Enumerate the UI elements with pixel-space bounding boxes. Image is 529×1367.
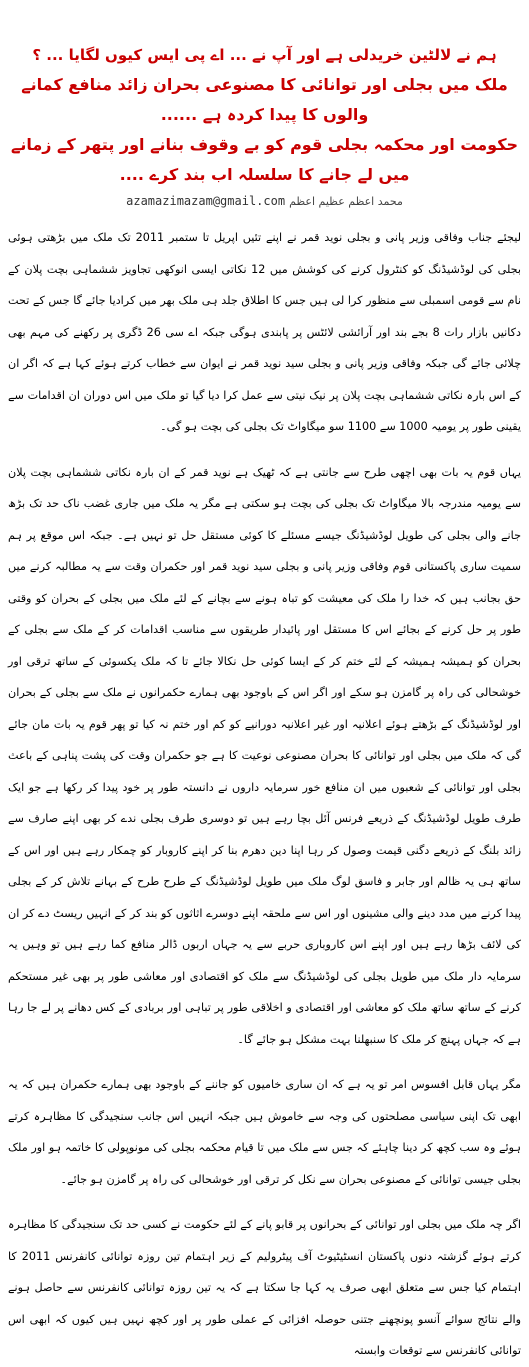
author-email[interactable]: azamazimazam@gmail.com bbox=[126, 194, 286, 208]
headline-question: ہم نے لالٹین خریدلی ہے اور آپ نے ... اے پی ایس کیوں لگایا ... ؟ bbox=[32, 46, 497, 64]
author-name: محمد اعظم عظیم اعظم bbox=[289, 194, 403, 208]
article-paragraph-2: یہاں قوم یہ بات بھی اچھی طرح سے جانتی ہے کہ ٹھیک ہے نوید قمر کے ان بارہ نکاتی ششماہی بچت پلان سے یومیہ مندرجہ بالا میگاواٹ تک بجلی کی بچت ہو سکتی ہے مگر یہ ملک میں جاری غضب ناک حد تک بڑھ جانے والی بجلی کی طویل لوڈشیڈنگ جیسے مسئلے کا کوئی مستقل حل تو نہیں ہے۔ جبکہ اس موقع پر ہم سمیت ساری پاکستانی قوم وفاقی وزیر پانی و بجلی سید نوید قمر اور حکمران وقت سے یہ مطالبہ کرنے میں حق بجانب ہیں کہ خدا را ملک کی معیشت کو تباہ ہونے سے بچانے کے لئے ملک میں بجلی کے بحران کو وقتی طور پر حل کرنے کے بجائے اس کا مستقل اور پائیدار طریقوں سے مناسب اقدامات کر کے ملک سے بجلی کے بحران کو ہمیشہ ہمیشہ کے لئے ختم کر کے ایسا کوئی حل نکالا جائے تا کہ ملک یکسوئی کے ساتھ ترقی اور خوشحالی کی راہ پر گامزن ہو سکے اور اگر اس کے باوجود بھی ہمارے حکمرانوں نے ملک سے بجلی کے بحران اور لوڈشیڈنگ کے بڑھتے ہوئے اعلانیہ اور غیر اعلانیہ دورانیے کو کم اور ختم نہ کیا تو پھر قوم یہ بات مان جائے گی کہ ملک میں بجلی اور توانائی کا بحران مصنوعی نوعیت کا ہے جو حکمران وقت کی پشت پناہی کے باعث بجلی اور توانائی کے شعبوں میں ان منافع خور سرمایہ داروں نے دانستہ طور پر خود پیدا کر رکھا ہے جو ایک طرف طویل لوڈشیڈنگ کے ذریعے فرنس آئل بچا رہے ہیں تو دوسری طرف بجلی ندے کر بھی اپنے صارف سے زائد بلنگ کے ذریعے دگنی قیمت وصول کر رہا اپنا دین دھرم بنا کر اپنے کاروبار کو چمکار رہے ہیں اور اس کے ساتھ ہی یہ ظالم اور جابر و فاسق لوگ ملک میں طویل لوڈشیڈنگ کے طرح طرح کے بہانے تلاش کر کے بجلی پیدا کرنے میں مدد دینے والی مشینوں اور اس سے ملحقہ اپنے دوسرے اثاثوں کو بند کر کے انہیں ریسٹ دے کر ان کی لائف بڑھا رہے ہیں اور اپنے اس کاروباری حربے سے یہ جہاں اربوں ڈالر منافع کما رہے ہیں تو وہیں یہ سرمایہ دار ملک میں طویل بجلی کی لوڈشیڈنگ سے ملک کو اقتصادی اور معاشی طور پر بھی غیر مستحکم کرنے کے ساتھ ساتھ ملک کو معاشی اور اقتصادی و اخلاقی طور پر تباہی اور بربادی کے کس دھانے پر لے جا رہا ہے کہ جہاں پہنچ کر ملک کا سنبھلنا بہت مشکل ہو جائے گا۔ bbox=[8, 465, 521, 1046]
article-paragraph-4: اگر چہ ملک میں بجلی اور توانائی کے بحرانوں پر قابو پانے کے لئے حکومت نے کسی حد تک سنجیدگی کا مظاہرہ کرتے ہوئے گزشتہ دنوں پاکستان انسٹیٹیوٹ آف پیٹرولیم کے زیر اہتمام تین روزہ توانائی کانفرنس 2011 کا اہتمام کیا جس سے متعلق ابھی صرف یہ کہا جا سکتا ہے کہ یہ تین روزہ توانائی کانفرنس سے حاصل ہونے والے نتائج سوائے آنسو پونچھنے جتنی حوصلہ افزائی کے عملی طور پر اور کچھ نہیں ہیں کیوں کہ ابھی اس توانائی کانفرنس سے توقعات وابستہ bbox=[8, 1218, 521, 1357]
article-paragraph-1: لیجئے جناب وفاقی وزیر پانی و بجلی نوید قمر نے اپنے تئیں اپریل تا ستمبر 2011 تک ملک میں بڑھتی ہوئی بجلی کی لوڈشیڈنگ کو کنٹرول کرنے کی کوشش میں 12 نکاتی ایسی انوکھی تجاویز ششماہی بچت پلان کے نام سے قومی اسمبلی سے منظور کرا لی ہیں جس کا اطلاق جلد ہی ملک بھر میں کرادیا جائے گا جس کے تحت دکانیں بازار رات 8 بجے بند اور آرائشی لائٹس پر پابندی ہوگی جبکہ اے سی 26 ڈگری پر رکھنے کی مہم بھی چلائی جائے گی جبکہ وفاقی وزیر پانی و بجلی سید نوید قمر نے ایوان سے خطاب کرتے ہوئے کہا ہے کہ اگر ان کے اس بارہ نکاتی ششماہی بچت پلان پر نیک نیتی سے عمل کرا دیا گیا تو ملک میں اس دوران ان اقدامات سے یقینی طور پر یومیہ 1000 سے 1100 سو میگاواٹ تک بجلی کی بچت ہو گی۔ bbox=[8, 231, 521, 433]
headline-demand: حکومت اور محکمہ بجلی قوم کو بے وقوف بنانے اور پتھر کے زمانے میں لے جانے کا سلسلہ اب بند کرے .... bbox=[10, 135, 519, 184]
byline bbox=[8, 194, 521, 208]
headline-artificial-crisis: ملک میں بجلی اور توانائی کا مصنوعی بحران زائد منافع کمانے والوں کا پیدا کردہ ہے ...... bbox=[21, 75, 508, 124]
article-paragraph-3: مگر یہاں قابل افسوس امر تو یہ ہے کہ ان ساری خامیوں کو جاننے کے باوجود بھی ہمارے حکمران ہیں کہ یہ ابھی تک اپنی سیاسی مصلحتوں کی وجہ سے خاموش ہیں جبکہ انہیں اس جانب سنجیدگی کا مظاہرہ کرتے ہوئے وہ سب کچھ کر دینا چاہئے کہ جس سے ملک میں تا قیام محکمہ بجلی کی مونوپولی کا خاتمہ ہو اور ملک بجلی جیسی توانائی کے مصنوعی بحران سے نکل کر ترقی اور خوشحالی کی راہ پر گامزن ہو جائے۔ bbox=[8, 1078, 521, 1186]
